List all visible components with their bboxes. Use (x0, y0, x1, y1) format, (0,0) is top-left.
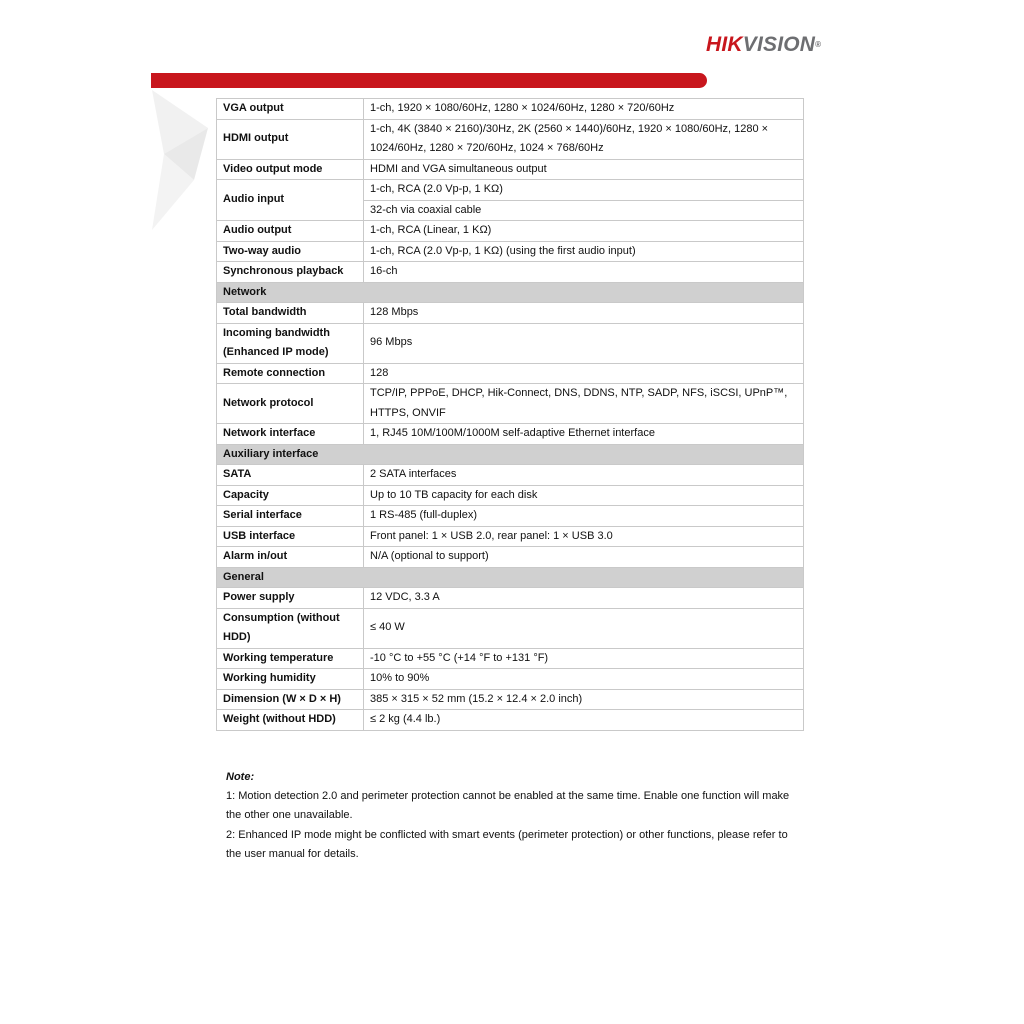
table-row (217, 262, 804, 283)
logo-gray-part: VISION (742, 33, 816, 56)
table-row (217, 669, 804, 690)
spec-value: 385 × 315 × 52 mm (15.2 × 12.4 × 2.0 inch) (364, 689, 804, 710)
spec-table (216, 98, 804, 731)
table-row (217, 648, 804, 669)
spec-label: HDMI output (217, 119, 364, 159)
spec-label: Two-way audio (217, 241, 364, 262)
spec-label: Serial interface (217, 506, 364, 527)
spec-label: Audio output (217, 221, 364, 242)
table-row (217, 608, 804, 648)
spec-label: VGA output (217, 99, 364, 120)
section-title: Auxiliary interface (217, 444, 804, 465)
spec-label: Network interface (217, 424, 364, 445)
table-row (217, 363, 804, 384)
spec-value: 1, RJ45 10M/100M/1000M self-adaptive Ethernet interface (364, 424, 804, 445)
spec-label: Incoming bandwidth (Enhanced IP mode) (217, 323, 364, 363)
note-line-2: 2: Enhanced IP mode might be conflicted with smart events (perimeter protection) or other functions, please refer to the user manual for details. (226, 828, 788, 860)
table-row (217, 710, 804, 731)
spec-value: 1-ch, RCA (Linear, 1 KΩ) (364, 221, 804, 242)
logo-registered-mark: ® (815, 40, 822, 49)
note-line-1: 1: Motion detection 2.0 and perimeter protection cannot be enabled at the same time. Enable one function will make the other one unavailable. (226, 790, 790, 822)
spec-label: Weight (without HDD) (217, 710, 364, 731)
spec-value: 1-ch, 4K (3840 × 2160)/30Hz, 2K (2560 × 1440)/60Hz, 1920 × 1080/60Hz, 1280 × 1024/60Hz, 1280 × 720/60Hz, 1024 × 768/60Hz (364, 119, 804, 159)
table-row (217, 424, 804, 445)
table-row (217, 221, 804, 242)
table-row (217, 119, 804, 159)
spec-value: 2 SATA interfaces (364, 465, 804, 486)
spec-value: TCP/IP, PPPoE, DHCP, Hik-Connect, DNS, DDNS, NTP, SADP, NFS, iSCSI, UPnP™, HTTPS, ONVIF (364, 384, 804, 424)
spec-value: Up to 10 TB capacity for each disk (364, 485, 804, 506)
spec-label: Alarm in/out (217, 547, 364, 568)
header-red-bar (151, 73, 707, 88)
spec-label: Audio input (217, 180, 364, 221)
spec-label: Power supply (217, 588, 364, 609)
table-row (217, 384, 804, 424)
section-title: General (217, 567, 804, 588)
watermark-shape-icon (150, 88, 210, 233)
notes-block (226, 768, 806, 864)
section-header-general (217, 567, 804, 588)
spec-value: 1-ch, RCA (2.0 Vp-p, 1 KΩ) (using the first audio input) (364, 241, 804, 262)
spec-value: 32-ch via coaxial cable (364, 200, 804, 221)
table-row (217, 588, 804, 609)
spec-label: USB interface (217, 526, 364, 547)
table-row (217, 547, 804, 568)
section-header-network (217, 282, 804, 303)
spec-value: 16-ch (364, 262, 804, 283)
spec-label: Dimension (W × D × H) (217, 689, 364, 710)
table-row (217, 159, 804, 180)
table-row (217, 323, 804, 363)
spec-value: 1-ch, 1920 × 1080/60Hz, 1280 × 1024/60Hz, 1280 × 720/60Hz (364, 99, 804, 120)
spec-value: ≤ 2 kg (4.4 lb.) (364, 710, 804, 731)
spec-value: 1-ch, RCA (2.0 Vp-p, 1 KΩ) (364, 180, 804, 201)
table-row (217, 465, 804, 486)
spec-value: -10 °C to +55 °C (+14 °F to +131 °F) (364, 648, 804, 669)
table-row (217, 180, 804, 201)
spec-label: Consumption (without HDD) (217, 608, 364, 648)
table-row (217, 526, 804, 547)
spec-value: 128 Mbps (364, 303, 804, 324)
spec-label: Remote connection (217, 363, 364, 384)
spec-value: HDMI and VGA simultaneous output (364, 159, 804, 180)
section-header-auxiliary (217, 444, 804, 465)
spec-label: Working temperature (217, 648, 364, 669)
table-row (217, 99, 804, 120)
spec-value: 12 VDC, 3.3 A (364, 588, 804, 609)
spec-value: 96 Mbps (364, 323, 804, 363)
spec-value: N/A (optional to support) (364, 547, 804, 568)
spec-label: Total bandwidth (217, 303, 364, 324)
spec-value: 10% to 90% (364, 669, 804, 690)
spec-value: ≤ 40 W (364, 608, 804, 648)
spec-value: 1 RS-485 (full-duplex) (364, 506, 804, 527)
spec-label: Synchronous playback (217, 262, 364, 283)
table-row (217, 303, 804, 324)
table-row (217, 241, 804, 262)
table-row (217, 506, 804, 527)
logo-red-part: HIK (706, 33, 743, 56)
table-row (217, 485, 804, 506)
spec-label: SATA (217, 465, 364, 486)
spec-label: Capacity (217, 485, 364, 506)
hikvision-logo (706, 33, 821, 57)
spec-label: Working humidity (217, 669, 364, 690)
section-title: Network (217, 282, 804, 303)
spec-value: Front panel: 1 × USB 2.0, rear panel: 1 × USB 3.0 (364, 526, 804, 547)
table-row (217, 689, 804, 710)
spec-label: Video output mode (217, 159, 364, 180)
spec-value: 128 (364, 363, 804, 384)
note-title: Note: (226, 771, 255, 783)
spec-label: Network protocol (217, 384, 364, 424)
